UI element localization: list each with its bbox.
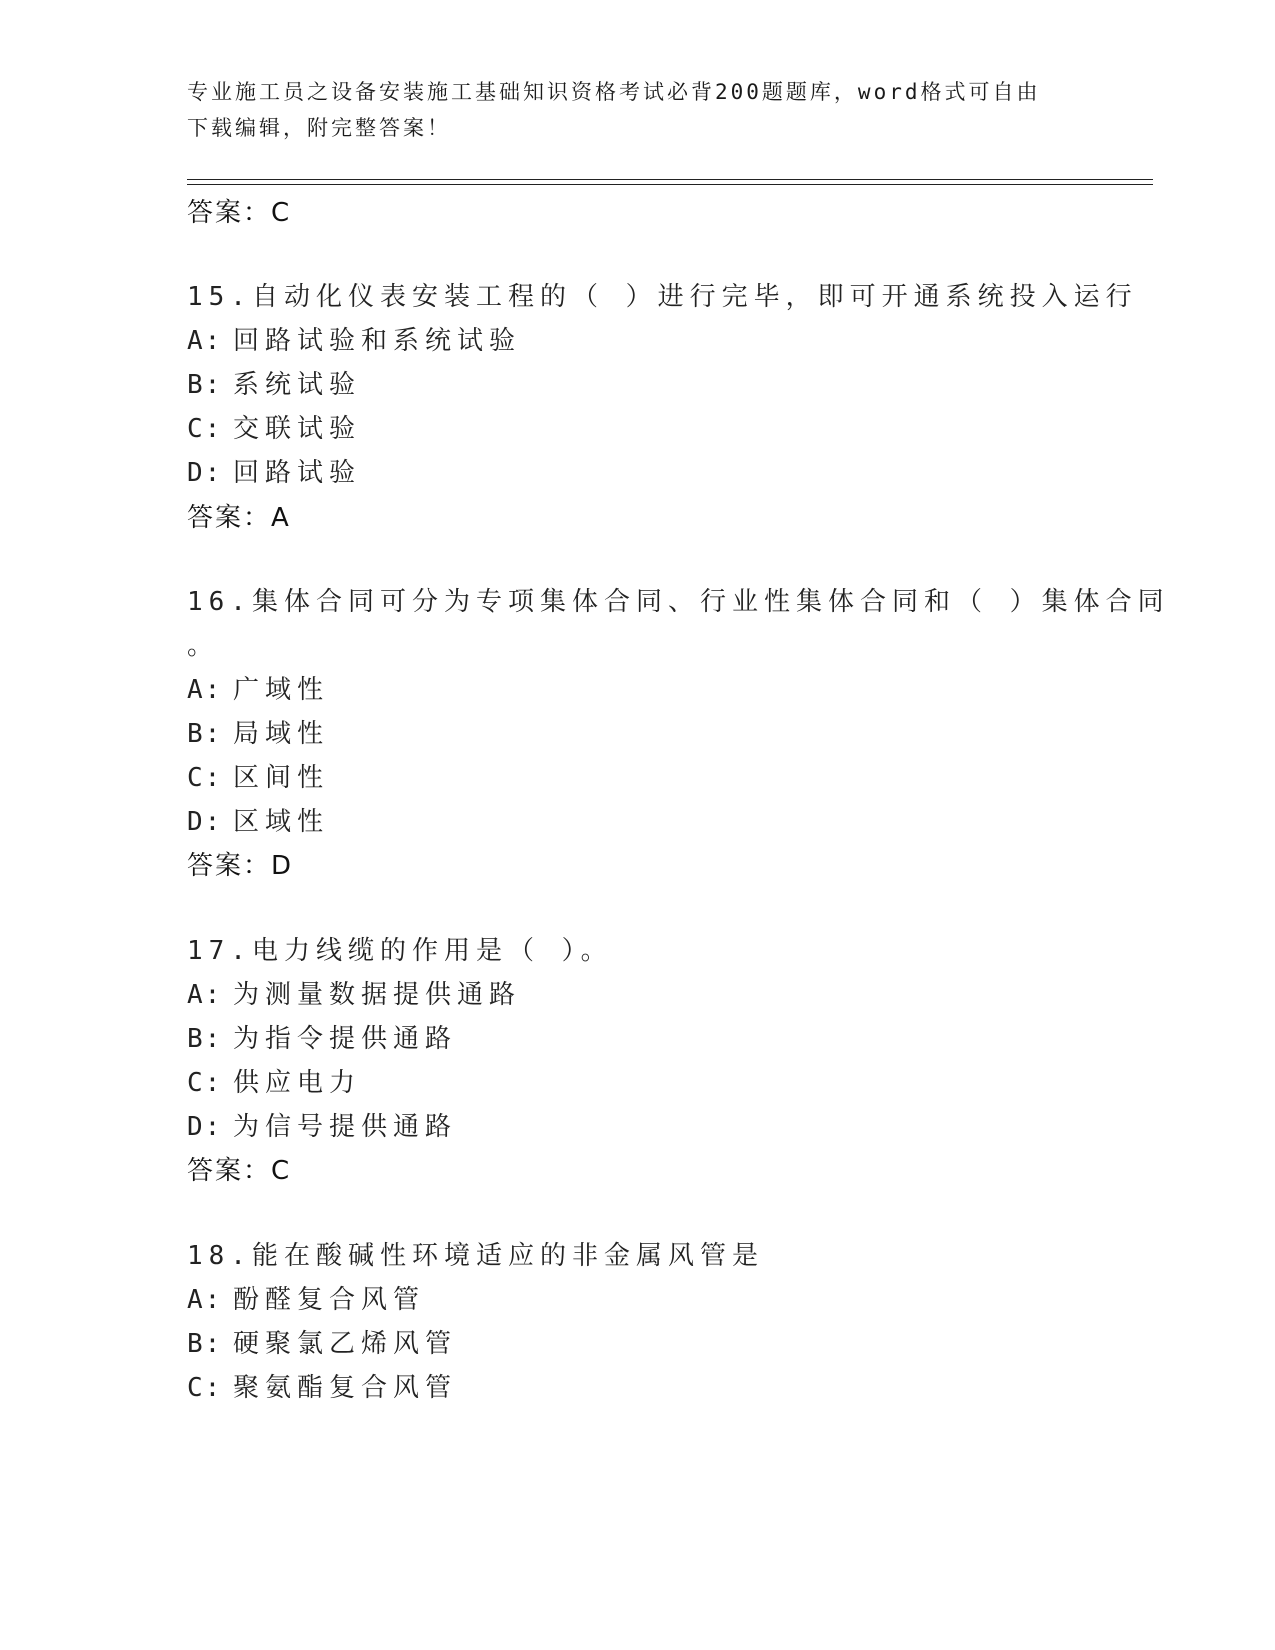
question-18-stem: 18.能在酸碱性环境适应的非金属风管是 (187, 1241, 764, 1271)
header-divider-bottom (187, 184, 1153, 185)
question-17-stem: 17.电力线缆的作用是（ ）。 (187, 936, 613, 966)
question-18-option-b (187, 1323, 457, 1360)
question-18-option-c (187, 1367, 457, 1404)
question-15-stem: 15.自动化仪表安装工程的（ ）进行完毕，即可开通系统投入运行 (187, 282, 1138, 312)
option-letter: C: (187, 1068, 223, 1098)
question-16-stem: 16.集体合同可分为专项集体合同、行业性集体合同和（ ）集体合同 (187, 587, 1170, 617)
option-letter: C: (187, 763, 223, 793)
option-text: 回路试验 (233, 458, 362, 488)
question-15-option-d (187, 452, 361, 489)
answer-q16: 答案：D (187, 851, 294, 881)
option-letter: A: (187, 675, 223, 705)
option-letter: A: (187, 326, 223, 356)
question-16-option-b (187, 713, 329, 750)
option-text: 回路试验和系统试验 (233, 326, 522, 356)
option-text: 区间性 (233, 763, 330, 793)
option-letter: B: (187, 1024, 223, 1054)
option-text: 区域性 (233, 807, 330, 837)
question-16-option-c (187, 757, 329, 794)
header-line-2: 下载编辑，附完整答案！ (187, 116, 451, 140)
answer-q17: 答案：C (187, 1156, 292, 1186)
option-letter: B: (187, 1329, 223, 1359)
header-divider-top (187, 179, 1153, 180)
option-text: 为信号提供通路 (233, 1112, 458, 1142)
question-16-stem-continuation: 。 (187, 631, 220, 661)
question-16-option-a (187, 669, 329, 706)
question-15-option-a (187, 320, 521, 357)
option-letter: B: (187, 370, 223, 400)
question-18-option-a (187, 1279, 425, 1316)
question-17-option-c (187, 1062, 361, 1099)
question-15-option-c (187, 408, 361, 445)
option-text: 聚氨酯复合风管 (233, 1373, 458, 1403)
header-line-1: 专业施工员之设备安装施工基础知识资格考试必背200题题库，word格式可自由 (187, 80, 1041, 104)
question-17-option-d (187, 1106, 457, 1143)
answer-q15: 答案：A (187, 503, 291, 533)
option-text: 供应电力 (233, 1068, 362, 1098)
document-header (187, 74, 1067, 146)
option-letter: A: (187, 1285, 223, 1315)
option-text: 广域性 (233, 675, 330, 705)
option-text: 为指令提供通路 (233, 1024, 458, 1054)
option-text: 为测量数据提供通路 (233, 980, 522, 1010)
option-text: 交联试验 (233, 414, 362, 444)
option-text: 系统试验 (233, 370, 362, 400)
option-letter: D: (187, 458, 223, 488)
option-text: 酚醛复合风管 (233, 1285, 426, 1315)
question-16-option-d (187, 801, 329, 838)
answer-q14: 答案：C (187, 198, 292, 228)
option-letter: D: (187, 1112, 223, 1142)
option-letter: D: (187, 807, 223, 837)
option-letter: A: (187, 980, 223, 1010)
option-text: 局域性 (233, 719, 330, 749)
option-text: 硬聚氯乙烯风管 (233, 1329, 458, 1359)
option-letter: B: (187, 719, 223, 749)
question-17-option-a (187, 974, 521, 1011)
option-letter: C: (187, 414, 223, 444)
option-letter: C: (187, 1373, 223, 1403)
question-15-option-b (187, 364, 361, 401)
question-17-option-b (187, 1018, 457, 1055)
